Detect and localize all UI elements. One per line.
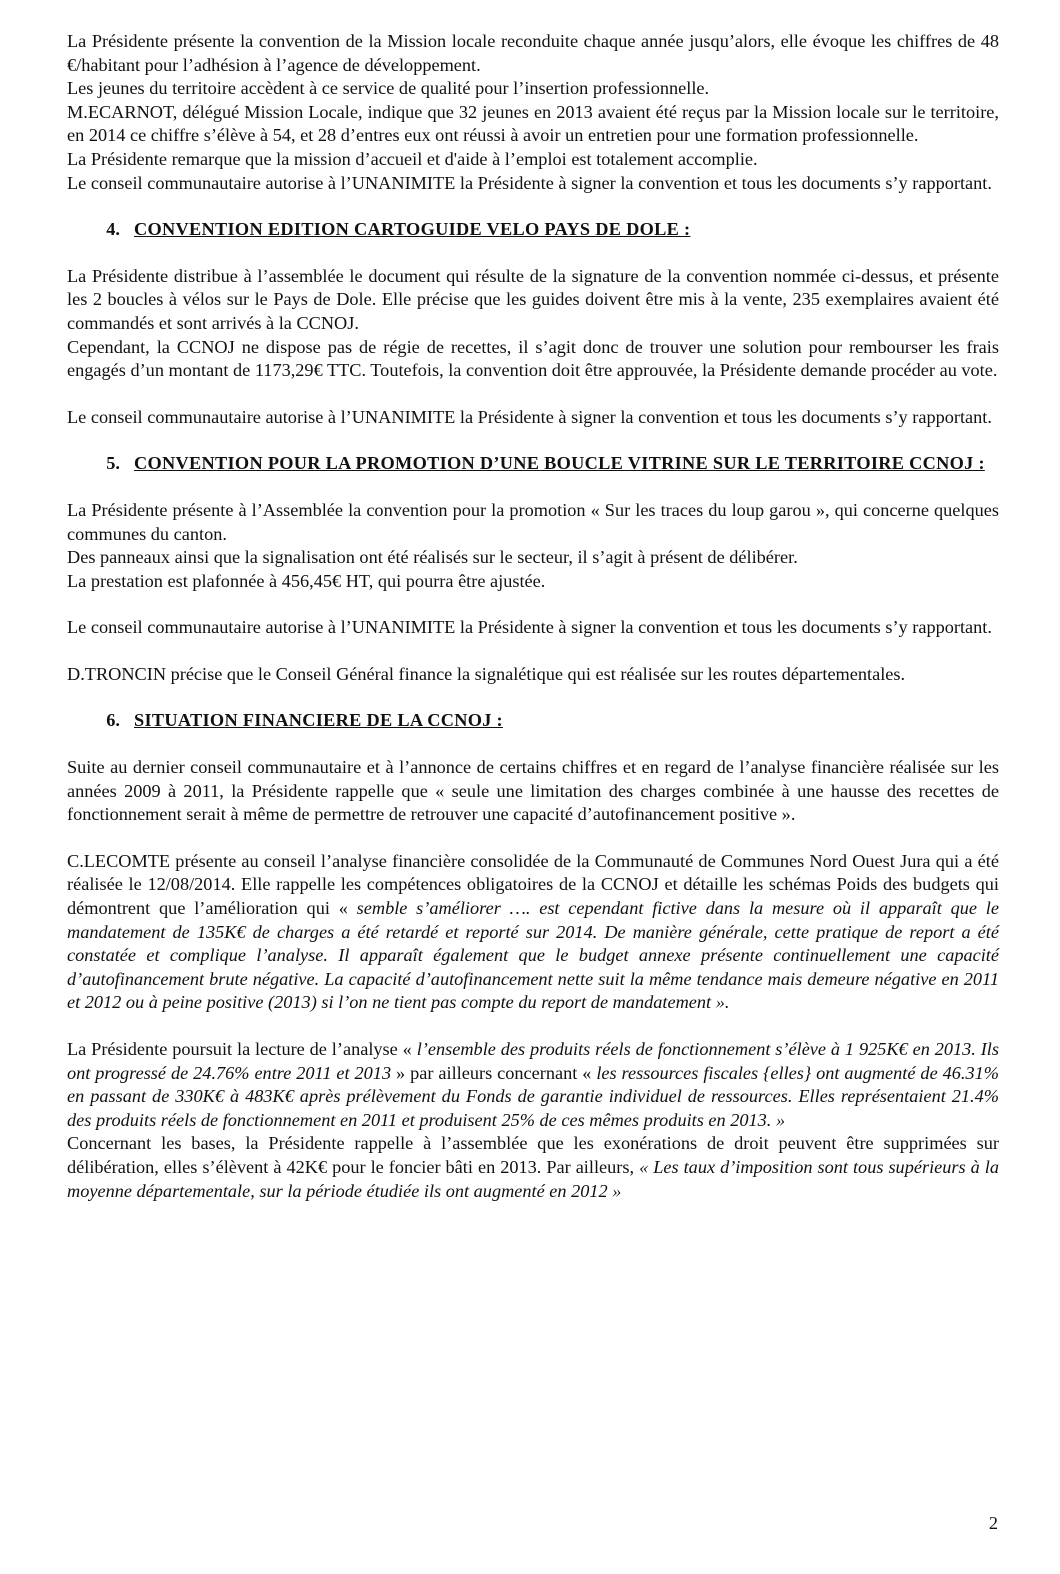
- paragraph: Suite au dernier conseil communautaire et à l’annonce de certains chiffres et en regard de l’analyse financière réalisée sur les années 2009 à 2011, la Présidente rappelle que « seule une limitation des charges combinée à une hausse des recettes de fonctionnement serait à même de permettre de retrouver une capacité d’autofinancement positive ».: [67, 757, 999, 825]
- page-number: 2: [988, 1513, 998, 1533]
- paragraph: [67, 1038, 999, 1132]
- paragraph: D.TRONCIN précise que le Conseil Général finance la signalétique qui est réalisée sur les routes départementales.: [67, 663, 906, 684]
- paragraph: La prestation est plafonnée à 456,45€ HT, qui pourra être ajustée.: [67, 570, 546, 591]
- paragraph: [67, 1132, 999, 1203]
- paragraph: Les jeunes du territoire accèdent à ce service de qualité pour l’insertion professionnelle.: [67, 78, 710, 99]
- paragraph-text: Concernant les bases, la Présidente rappelle à l’assemblée que les exonérations de droit peuvent être supprimées sur délibération, elles s’élèvent à 42K€ pour le foncier bâti en 2013. Par ailleurs,: [67, 1133, 999, 1177]
- section-number: 4.: [106, 219, 120, 240]
- quoted-text: les ressources fiscales {elles} ont augmenté de 46.31% en passant de 330K€ à 483K€ après prélèvement du Fonds de garantie individuel de ressources. Elles représentaient 21.4% des produits réels de fonctionnement en 2011 et produisent 25% de ces mêmes produits en 2013. »: [67, 1062, 999, 1130]
- paragraph: La Présidente remarque que la mission d’accueil et d'aide à l’emploi est totalement accomplie.: [67, 148, 758, 169]
- paragraph-text: C.LECOMTE présente au conseil l’analyse financière consolidée de la Communauté de Communes Nord Ouest Jura qui a été réalisée le 12/08/2014. Elle rappelle les compétences obligatoires de la CCNOJ et détaille les schémas Poids des budgets qui démontrent que l’amélioration qui «: [67, 850, 999, 919]
- section-heading-4: [67, 218, 999, 242]
- paragraph: Des panneaux ainsi que la signalisation ont été réalisés sur le secteur, il s’agit à présent de délibérer.: [67, 547, 798, 568]
- quoted-text: « Les taux d’imposition sont tous supérieurs à la moyenne départementale, sur la période étudiée ils ont augmenté en 2012 »: [67, 1156, 999, 1201]
- section-title: CONVENTION EDITION CARTOGUIDE VELO PAYS DE DOLE :: [134, 219, 691, 240]
- section-number: 5.: [106, 453, 120, 474]
- paragraph: Cependant, la CCNOJ ne dispose pas de régie de recettes, il s’agit donc de trouver une solution pour rembourser les frais engagés d’un montant de 1173,29€ TTC. Toutefois, la convention doit être approuvée, la Présidente demande procéder au vote.: [67, 336, 999, 381]
- quoted-text: l’ensemble des produits réels de fonctionnement s’élève à 1 925K€ en 2013. Ils ont progressé de 24.76% entre 2011 et 2013: [67, 1039, 1000, 1083]
- paragraph: [67, 850, 999, 1015]
- section-number: 6.: [106, 710, 120, 731]
- section-title: SITUATION FINANCIERE DE LA CCNOJ :: [134, 710, 503, 731]
- paragraph: La Présidente distribue à l’assemblée le document qui résulte de la signature de la convention nommée ci-dessus, et présente les 2 boucles à vélos sur le Pays de Dole. Elle précise que les guides doivent être mis à la vente, 235 exemplaires avaient été commandés et sont arrivés à la CCNOJ.: [67, 265, 999, 333]
- page-content: [67, 30, 999, 1203]
- section-heading-5: [67, 452, 999, 476]
- paragraph: La Présidente présente la convention de la Mission locale reconduite chaque année jusqu’alors, elle évoque les chiffres de 48 €/habitant pour l’adhésion à l’agence de développement.: [67, 31, 999, 75]
- section-heading-6: [67, 709, 999, 733]
- quoted-text: semble s’améliorer …. est cependant fictive dans la mesure où il apparaît que le mandatement de 135K€ de charges a été retardé et reporté sur 2014. De manière générale, cette pratique de report a été constatée et complique l’analyse. Il apparaît également que le budget annexe présente continuellement une capacité d’autofinancement brute négative. La capacité d’autofinancement nette suit la même tendance mais demeure négative en 2011 et 2012 ou à peine positive (2013) si l’on ne tient pas compte du report de mandatement ».: [67, 898, 999, 1013]
- paragraph: Le conseil communautaire autorise à l’UNANIMITE la Présidente à signer la convention et tous les documents s’y rapportant.: [67, 172, 992, 193]
- paragraph: La Présidente présente à l’Assemblée la convention pour la promotion « Sur les traces du loup garou », qui concerne quelques communes du canton.: [67, 499, 999, 544]
- paragraph: Le conseil communautaire autorise à l’UNANIMITE la Présidente à signer la convention et tous les documents s’y rapportant.: [67, 406, 992, 427]
- section-title: CONVENTION POUR LA PROMOTION D’UNE BOUCLE VITRINE SUR LE TERRITOIRE CCNOJ :: [134, 453, 985, 474]
- paragraph: M.ECARNOT, délégué Mission Locale, indique que 32 jeunes en 2013 avaient été reçus par la Mission locale sur le territoire, en 2014 ce chiffre s’élève à 54, et 28 d’entres eux ont réussi à avoir un entretien pour une formation professionnelle.: [67, 101, 999, 146]
- paragraph-text: La Présidente poursuit la lecture de l’analyse «: [67, 1039, 412, 1059]
- paragraph-text: » par ailleurs concernant «: [396, 1062, 592, 1083]
- paragraph: Le conseil communautaire autorise à l’UNANIMITE la Présidente à signer la convention et tous les documents s’y rapportant.: [67, 617, 992, 638]
